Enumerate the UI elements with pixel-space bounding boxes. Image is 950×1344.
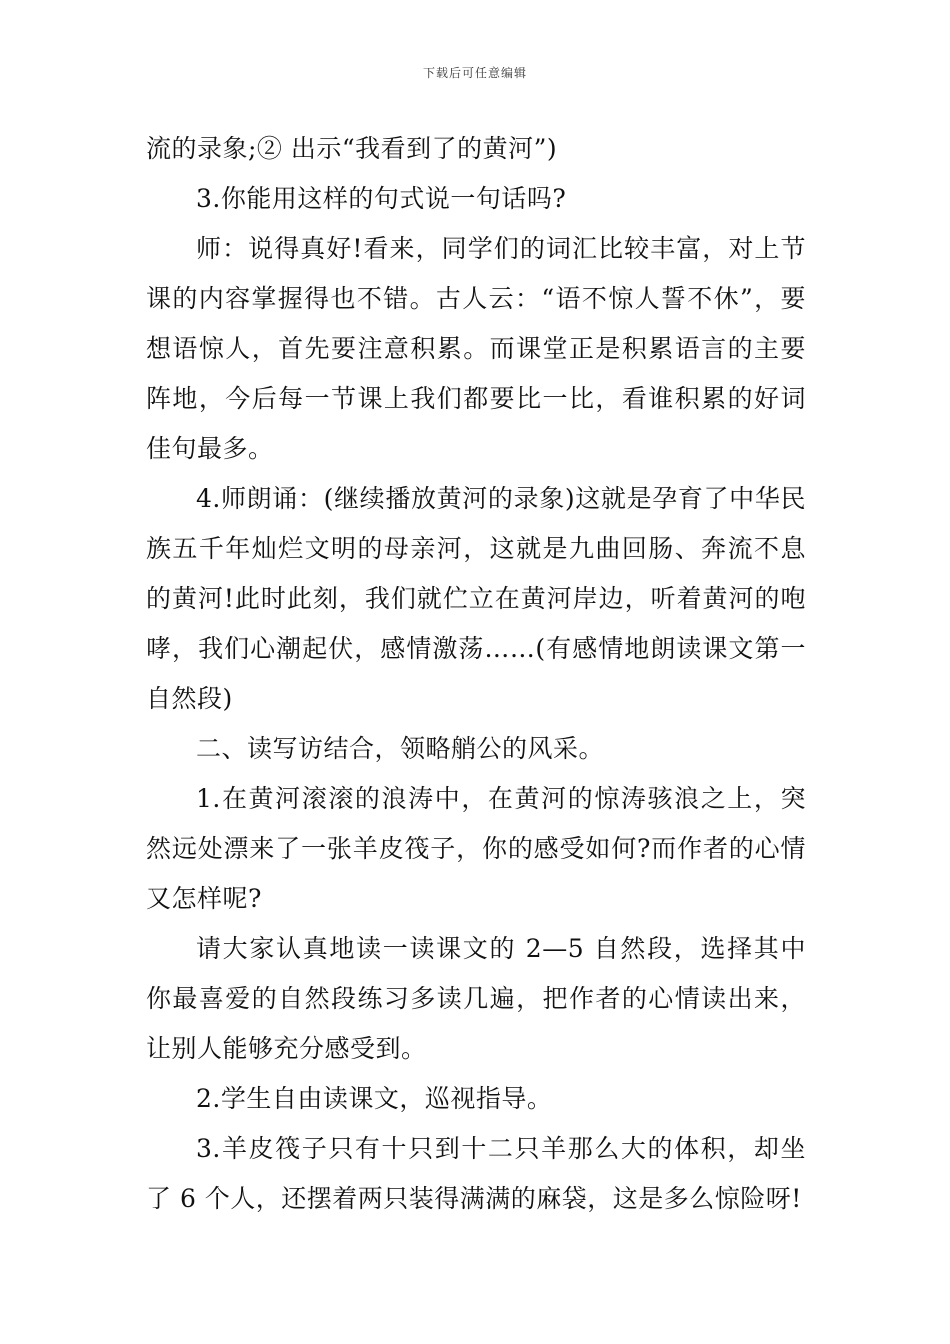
- paragraph-2: 3.你能用这样的句式说一句话吗?: [196, 184, 567, 213]
- paragraph-6: 1.在黄河滚滚的浪涛中，在黄河的惊涛骇浪之上，突然远处漂来了一张羊皮筏子，你的感受如何?而作者的心情又怎样呢?: [146, 784, 806, 913]
- section-heading: 二、读写访结合，领略艄公的风采。: [196, 734, 605, 763]
- paragraph-9: 3.羊皮筏子只有十只到十二只羊那么大的体积，却坐了 6 个人，还摆着两只装得满满的麻袋，这是多么惊险呀!: [146, 1134, 806, 1213]
- paragraph-4: 4.师朗诵：(继续播放黄河的录象)这就是孕育了中华民族五千年灿烂文明的母亲河，这就是九曲回肠、奔流不息的黄河!此时此刻，我们就伫立在黄河岸边，听着黄河的咆哮，我们心潮起伏，感情激荡……(有感情地朗读课文第一自然段): [146, 484, 806, 713]
- paragraph-3: 师：说得真好!看来，同学们的词汇比较丰富，对上节课的内容掌握得也不错。古人云：“语不惊人誓不休”，要想语惊人，首先要注意积累。而课堂正是积累语言的主要阵地，今后每一节课上我们都要比一比，看谁积累的好词佳句最多。: [146, 234, 806, 463]
- document-body: [146, 124, 806, 1224]
- paragraph-1: 流的录象;② 出示“我看到了的黄河”): [146, 134, 558, 163]
- paragraph-8: 2.学生自由读课文，巡视指导。: [196, 1084, 553, 1113]
- page-header: 下载后可任意编辑: [422, 66, 527, 80]
- paragraph-7: 请大家认真地读一读课文的 2—5 自然段，选择其中你最喜爱的自然段练习多读几遍，把作者的心情读出来，让别人能够充分感受到。: [146, 934, 806, 1063]
